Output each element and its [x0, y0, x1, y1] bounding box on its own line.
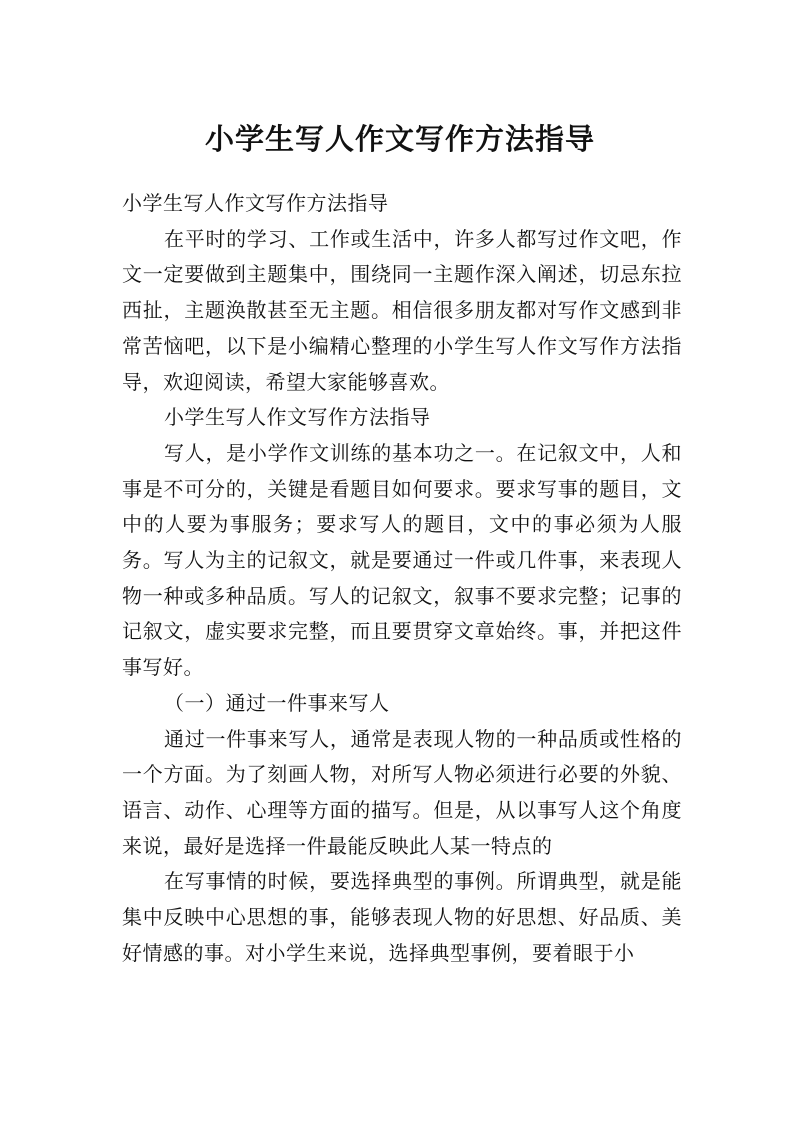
body-paragraph: 写人，是小学作文训练的基本功之一。在记叙文中，人和事是不可分的，关键是看题目如何要求。要求写事的题目，文中的人要为事服务；要求写人的题目，文中的事必须为人服务。写人为主的记叙文，就是要通过一件或几件事，来表现人物一种或多种品质。写人的记叙文，叙事不要求完整；记事的记叙文，虚实要求完整，而且要贯穿文章始终。事，并把这件事写好。	[122, 440, 682, 680]
intro-paragraph: 在平时的学习、工作或生活中，许多人都写过作文吧，作文一定要做到主题集中，围绕同一主题作深入阐述，切忌东拉西扯，主题涣散甚至无主题。相信很多朋友都对写作文感到非常苦恼吧，以下是小编精心整理的小学生写人作文写作方法指导，欢迎阅读，希望大家能够喜欢。	[122, 226, 682, 394]
document-body	[122, 186, 682, 971]
subsection-heading: （一）通过一件事来写人	[164, 690, 390, 715]
body-paragraph: 通过一件事来写人，通常是表现人物的一种品质或性格的一个方面。为了刻画人物，对所写人物必须进行必要的外貌、语言、动作、心理等方面的描写。但是，从以事写人这个角度来说，最好是选择一件最能反映此人某一特点的	[122, 726, 682, 858]
body-paragraph: 在写事情的时候，要选择典型的事例。所谓典型，就是能集中反映中心思想的事，能够表现人物的好思想、好品质、美好情感的事。对小学生来说，选择典型事例，要着眼于小	[122, 869, 682, 965]
document-title: 小学生写人作文写作方法指导	[204, 122, 595, 157]
section-heading: 小学生写人作文写作方法指导	[164, 405, 431, 430]
subtitle-paragraph: 小学生写人作文写作方法指导	[122, 191, 389, 215]
